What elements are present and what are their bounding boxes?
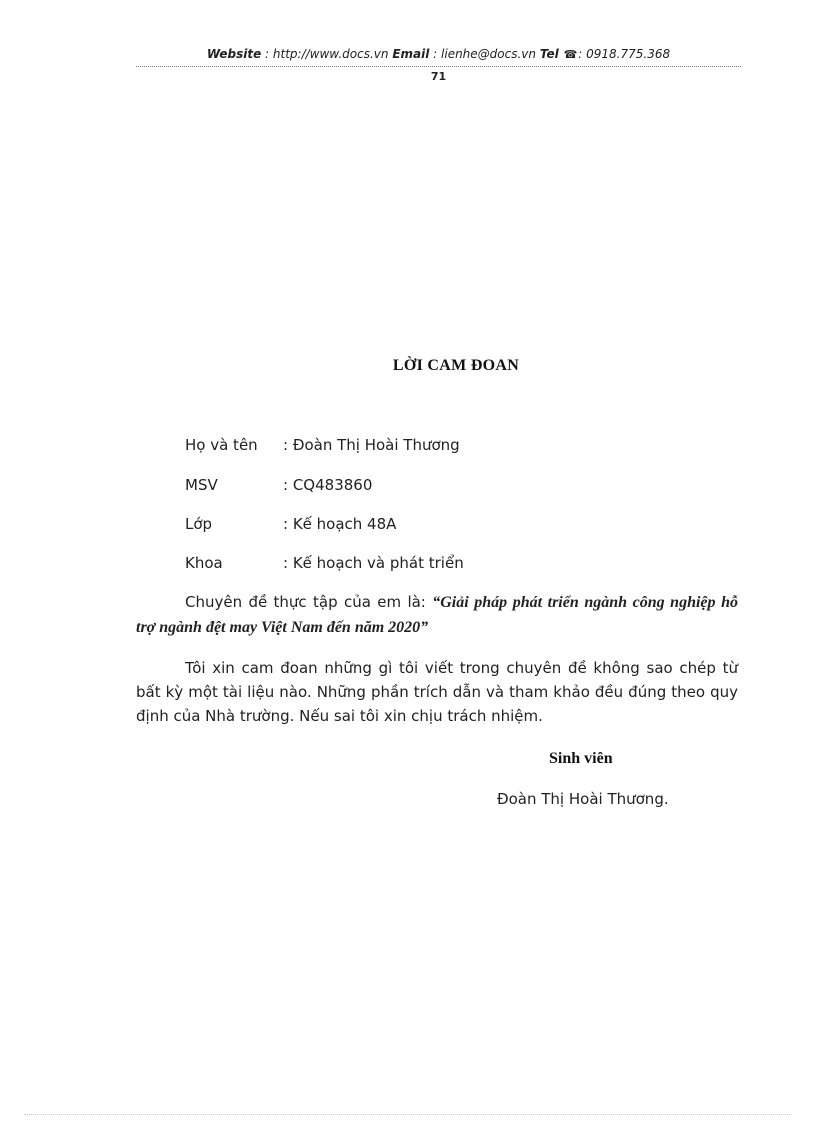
footer-divider (24, 1114, 792, 1115)
topic-paragraph (136, 590, 738, 640)
website-label: Website (206, 47, 262, 61)
email-label: Email (392, 47, 430, 61)
tel-value: : 0918.775.368 (578, 47, 671, 61)
page-number: 71 (430, 70, 447, 83)
info-value: : Kế hoạch 48A (283, 515, 397, 533)
page-title: LỜI CAM ĐOAN (392, 357, 520, 374)
info-value: : CQ483860 (283, 476, 373, 494)
website-value[interactable]: : http://www.docs.vn (265, 47, 389, 61)
info-label: Họ và tên (185, 436, 258, 454)
info-row-class (185, 515, 396, 533)
signer-name: Đoàn Thị Hoài Thương. (497, 790, 669, 808)
topic-prefix: Chuyên đề thực tập của em là: (185, 593, 433, 611)
info-row-name (185, 436, 460, 454)
signer-label: Sinh viên (549, 750, 613, 767)
info-value: : Đoàn Thị Hoài Thương (283, 436, 460, 454)
phone-icon: ☎ (563, 48, 578, 61)
info-label: Khoa (185, 554, 223, 572)
info-label: Lớp (185, 515, 213, 533)
info-row-faculty (185, 554, 464, 572)
info-row-msv (185, 476, 372, 494)
info-label: MSV (185, 476, 218, 494)
info-value: : Kế hoạch và phát triển (283, 554, 464, 572)
page-header (136, 47, 741, 61)
declaration-paragraph: Tôi xin cam đoan những gì tôi viết trong chuyên đề không sao chép từ bất kỳ một tài liệu nào. Những phần trích dẫn và tham khảo đều đúng theo quy định của Nhà trường. Nếu sai tôi xin chịu trách nhiệm. (136, 659, 738, 725)
tel-label: Tel (539, 47, 559, 61)
email-value[interactable]: : lienhe@docs.vn (433, 47, 537, 61)
header-divider (136, 66, 741, 67)
topic-title: “Giải pháp phát triển ngành công nghiệp hỗ trợ ngành đệt may Việt Nam đến năm 2020” (136, 594, 738, 636)
